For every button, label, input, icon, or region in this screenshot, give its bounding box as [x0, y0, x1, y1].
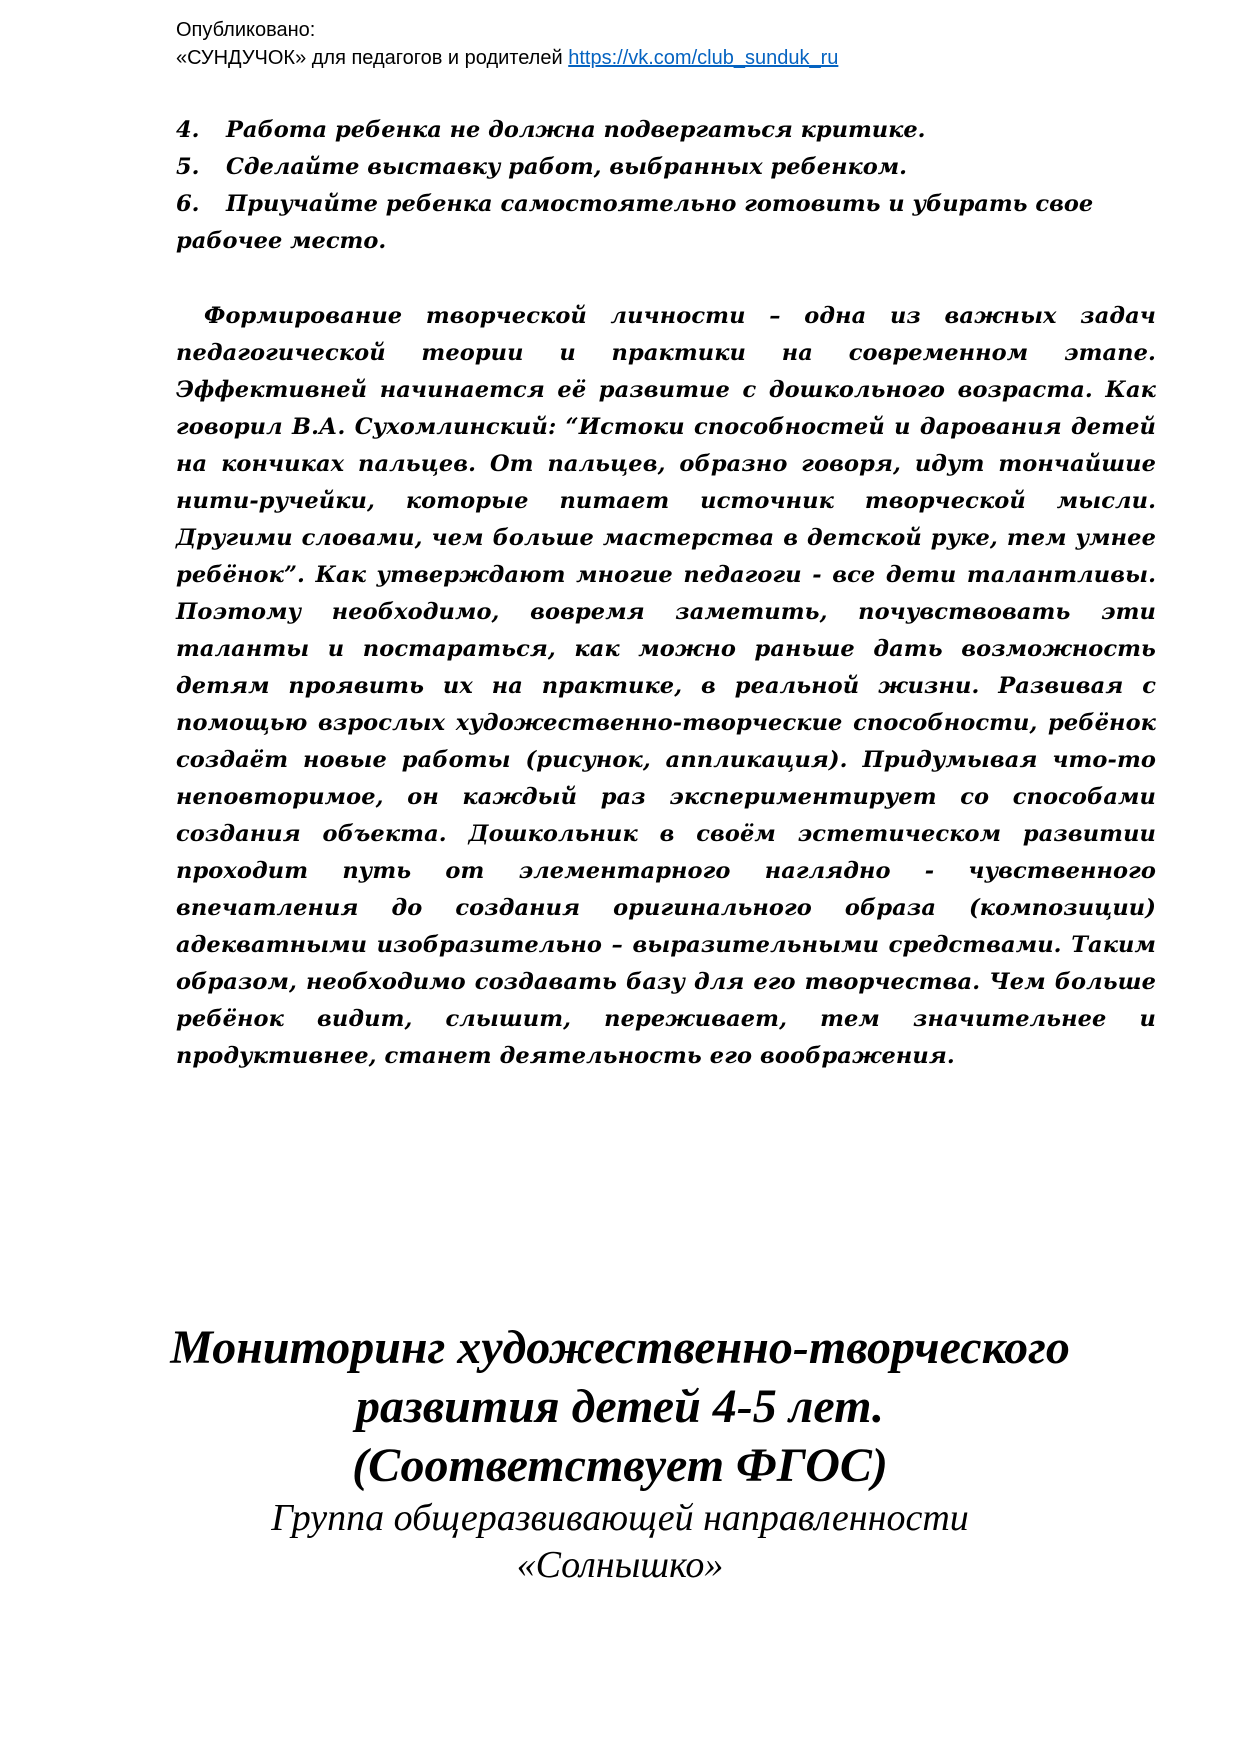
publisher-line	[176, 44, 1176, 72]
body-paragraph: Формирование творческой личности – одна из важных задач педагогической теории и практики на современном этапе. Эффективней начинается её развитие с дошкольного возраста. Как говорил В.А. Сухомлинский: “Истоки способностей и дарования детей на кончиках пальцев. От пальцев, образно говоря, идут тончайшие нити-ручейки, которые питает источник творческой мысли. Другими словами, чем больше мастерства в детской руке, тем умнее ребёнок”. Как утверждают многие педагоги - все дети талантливы. Поэтому необходимо, вовремя заметить, почувствовать эти таланты и постараться, как можно раньше дать возможность детям проявить их на практике, в реальной жизни. Развивая с помощью взрослых художественно-творческие способности, ребёнок создаёт новые работы (рисунок, аппликация). Придумывая что-то неповторимое, он каждый раз экспериментирует со способами создания объекта. Дошкольник в своём эстетическом развитии проходит путь от элементарного наглядно - чувственного впечатления до создания оригинального образа (композиции) адекватными изобразительно – выразительными средствами. Таким образом, необходимо создавать базу для его творчества. Чем больше ребёнок видит, слышит, переживает, тем значительнее и продуктивнее, станет деятельность его воображения.	[176, 303, 1156, 1069]
list-item-number: 4.	[176, 117, 200, 143]
title-line-2: развития детей 4-5 лет.	[355, 1380, 885, 1433]
title-line-1: Мониторинг художественно-творческого	[170, 1321, 1070, 1374]
list-item-number: 5.	[176, 154, 200, 180]
list-item-text: Сделайте выставку работ, выбранных ребенком.	[226, 154, 907, 180]
subtitle-line-1: Группа общеразвивающей направленности	[271, 1497, 969, 1539]
subtitle-line-2: «Солнышко»	[516, 1544, 724, 1586]
published-label: Опубликовано:	[176, 19, 316, 41]
publisher-name: «СУНДУЧОК» для педагогов и родителей	[176, 47, 569, 69]
list-item-number: 6.	[176, 191, 200, 217]
title-line-3: (Соответствует ФГОС)	[352, 1439, 888, 1492]
document-title-block	[120, 1318, 1120, 1589]
publisher-link[interactable]: https://vk.com/club_sunduk_ru	[568, 47, 839, 69]
list-item-text: Приучайте ребенка самостоятельно готовить и убирать свое рабочее место.	[176, 191, 1094, 254]
tips-list	[176, 112, 1156, 260]
list-item	[176, 149, 1156, 186]
publisher-header	[176, 16, 1176, 72]
list-item	[176, 186, 1156, 260]
list-item	[176, 112, 1156, 149]
list-item-text: Работа ребенка не должна подвергаться критике.	[226, 117, 926, 143]
